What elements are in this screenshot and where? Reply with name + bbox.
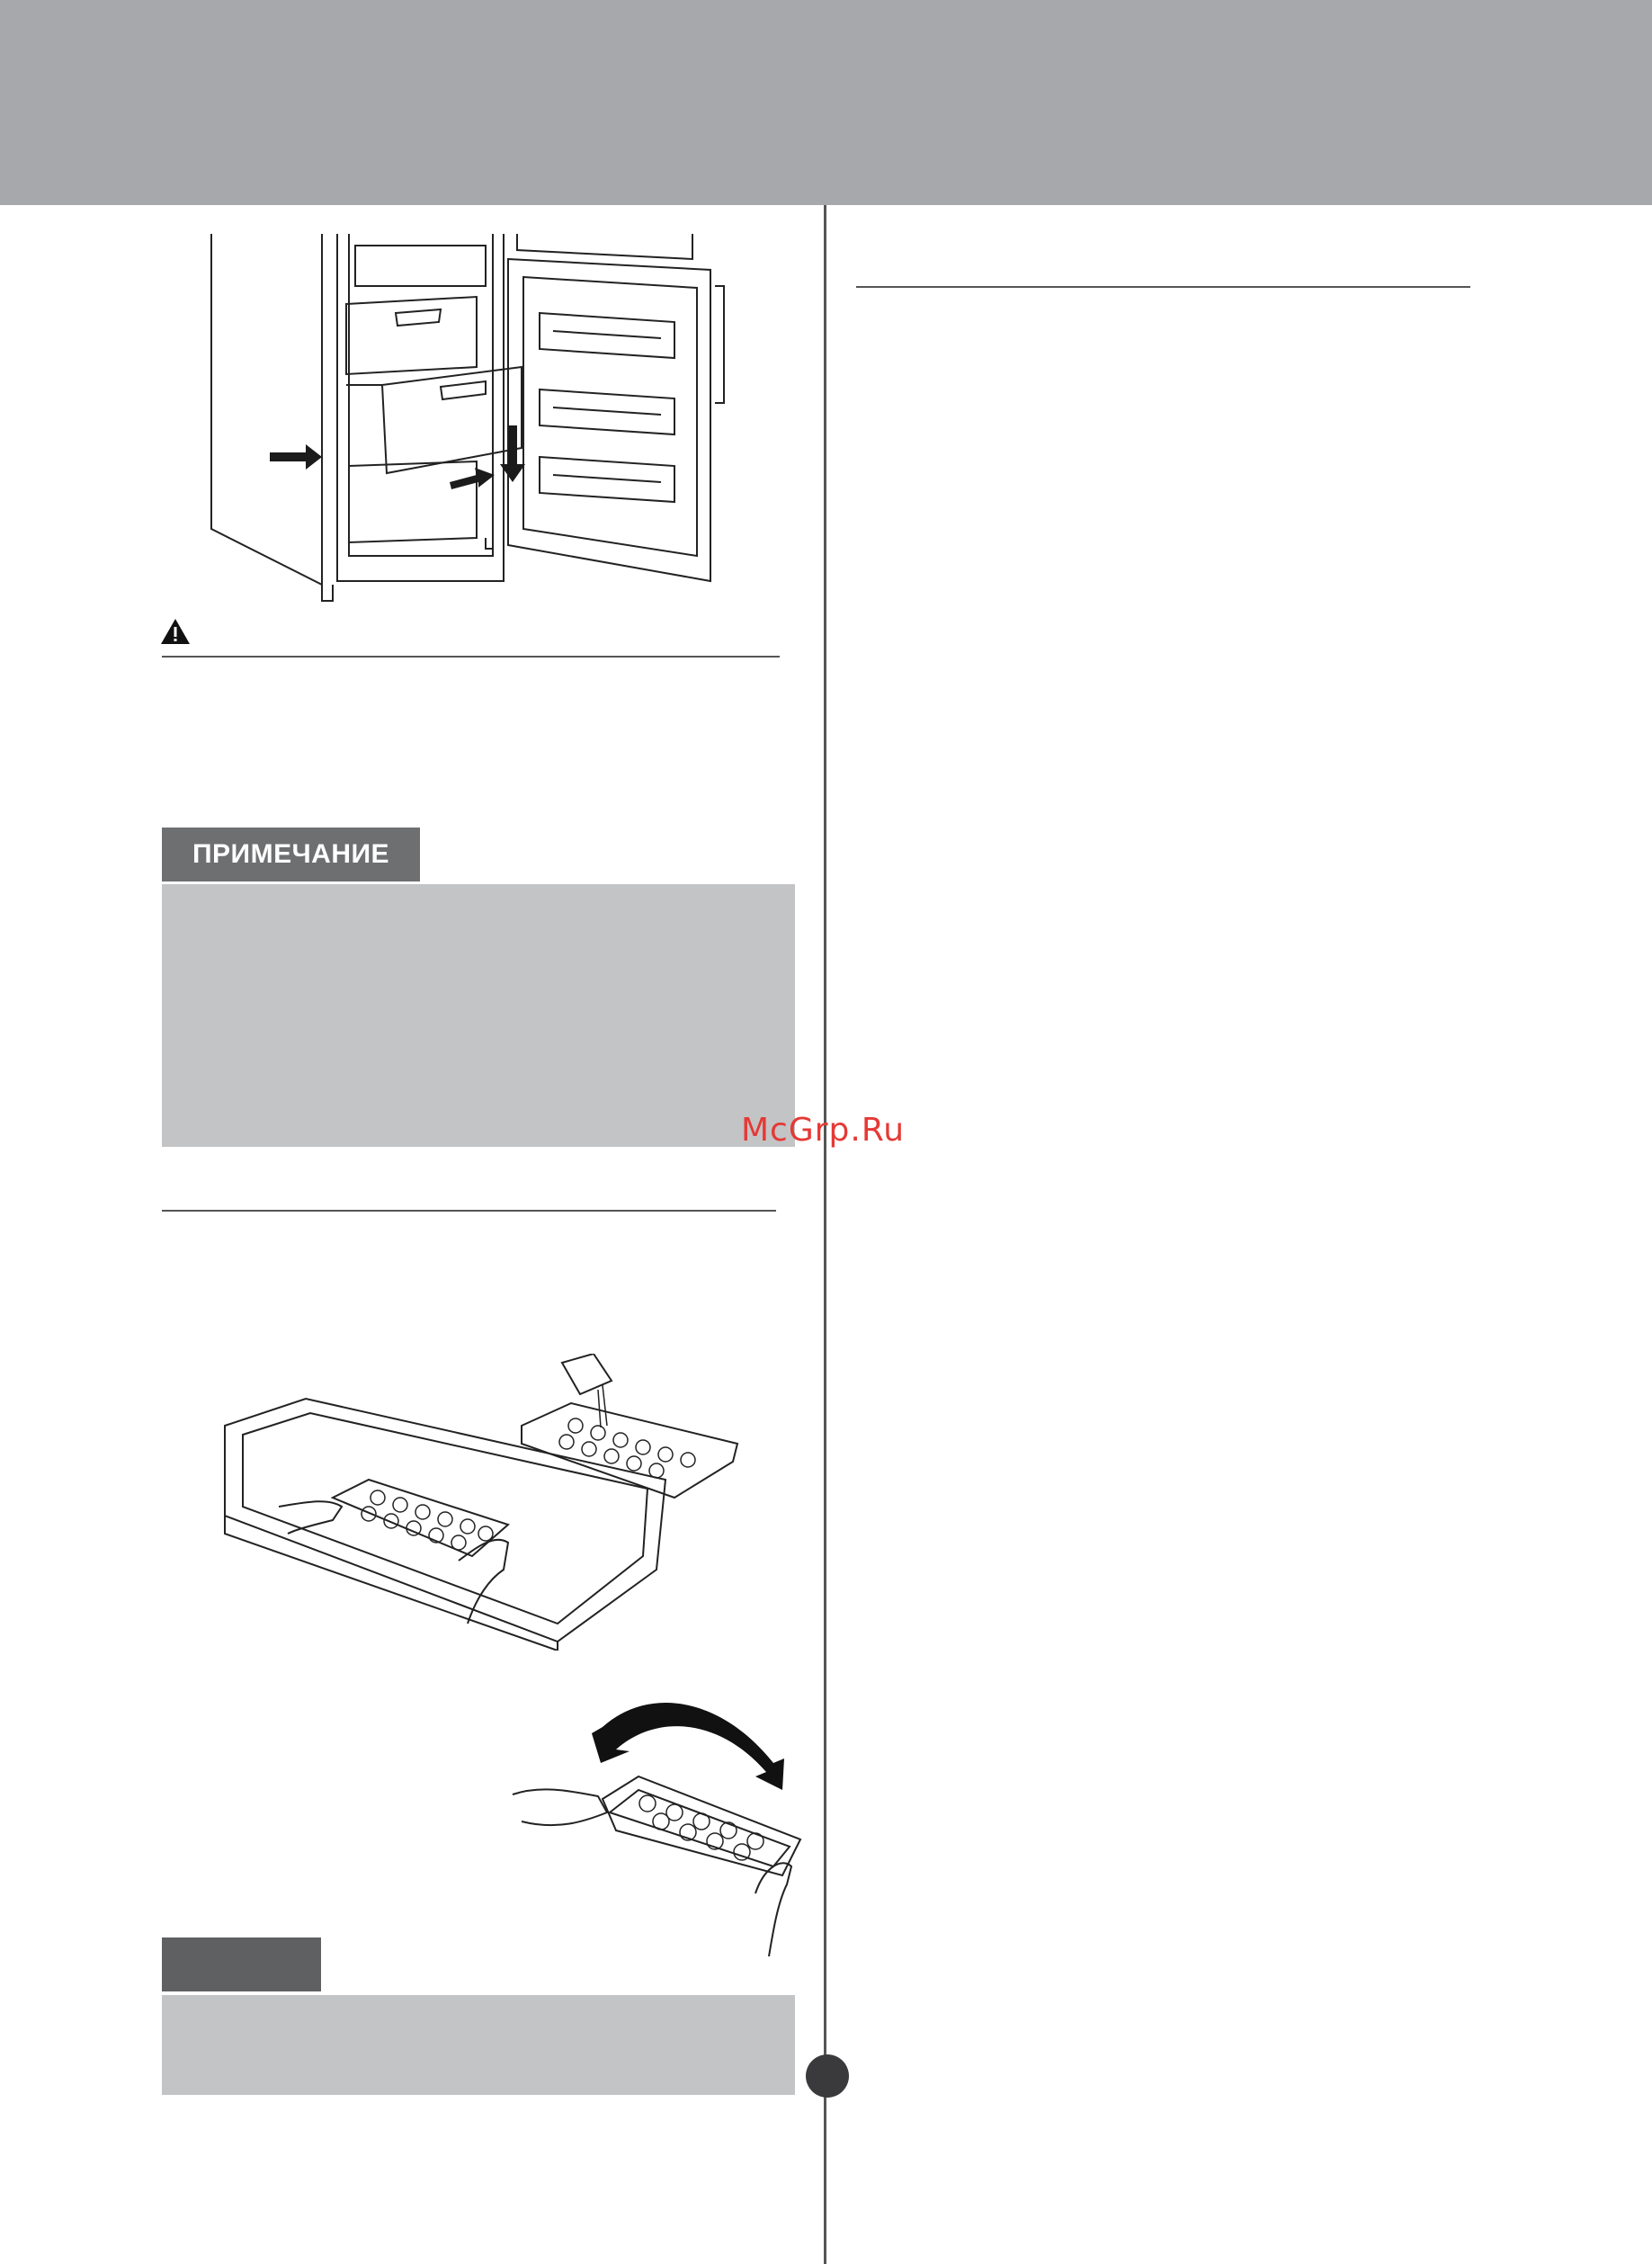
column-divider [824,205,826,2264]
section-rule-left [162,1210,776,1212]
note-box-secondary [162,1995,795,2095]
refrigerator-drawer-illustration [207,232,746,610]
note-label-secondary [162,1937,321,1991]
ice-tray-twist-illustration [504,1687,805,1965]
warning-triangle-icon [160,617,191,646]
note-box [162,884,795,1147]
page-number-marker [806,2054,849,2098]
ice-tray-filling-illustration [216,1354,773,1651]
note-label: ПРИМЕЧАНИЕ [162,828,420,881]
warning-rule [162,656,780,658]
section-rule-right [856,286,1470,288]
watermark-text: McGrp.Ru [741,1112,906,1149]
header-band [0,0,1652,205]
curved-arrow-icon [592,1703,784,1790]
